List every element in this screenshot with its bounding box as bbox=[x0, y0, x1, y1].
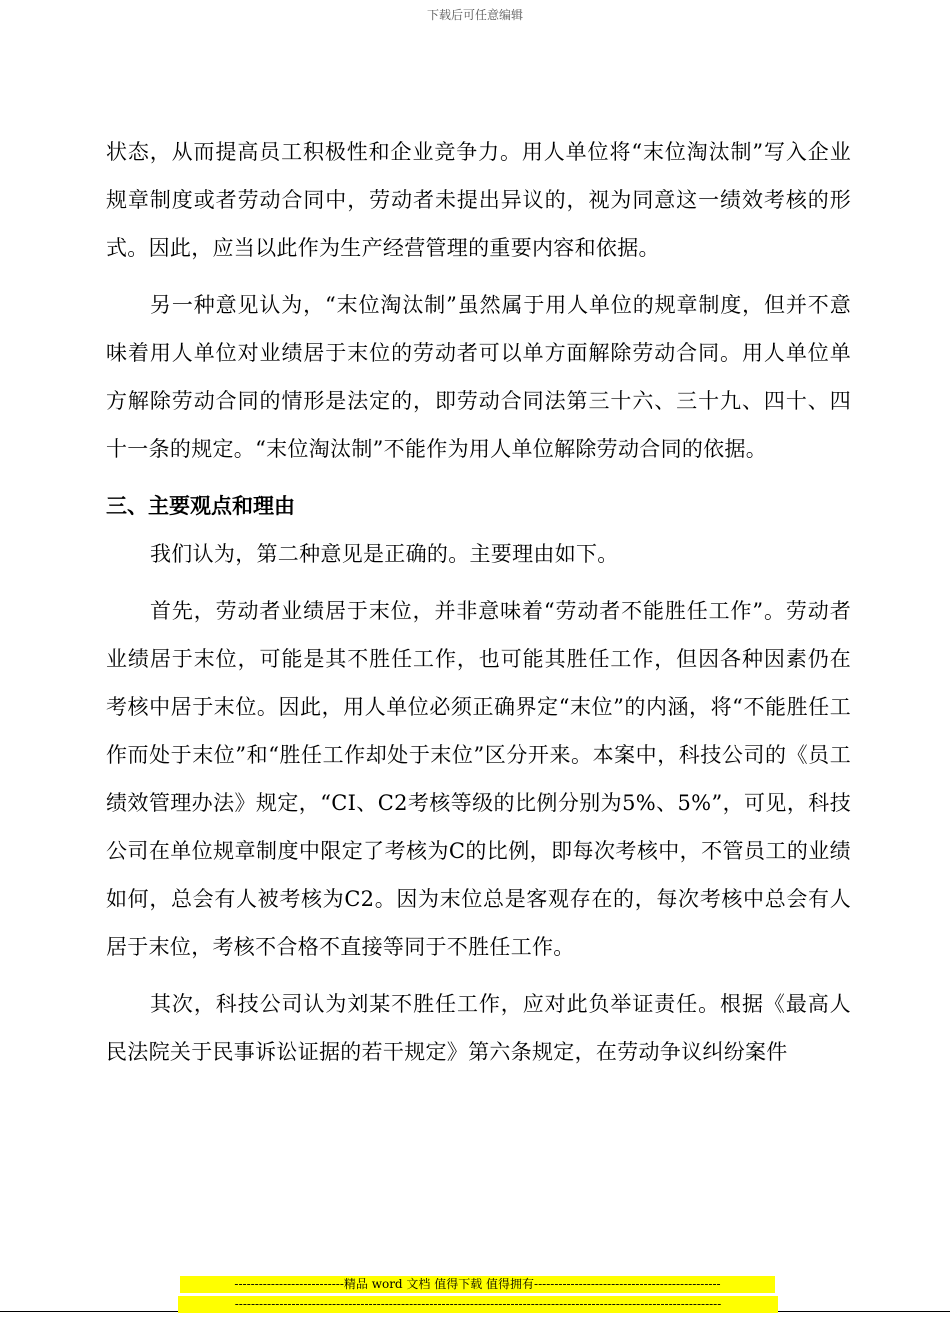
paragraph-2: 另一种意见认为，“末位淘汰制”虽然属于用人单位的规章制度，但并不意味着用人单位对业绩居于末位的劳动者可以单方面解除劳动合同。用人单位单方解除劳动合同的情形是法定的，即劳动合同法第三十六、三十九、四十、四十一条的规定。“末位淘汰制”不能作为用人单位解除劳动合同的依据。 bbox=[106, 293, 851, 461]
header-note: 下载后可任意编辑 bbox=[426, 8, 523, 22]
section-heading: 三、主要观点和理由 bbox=[106, 494, 295, 518]
document-body bbox=[106, 128, 851, 1076]
paragraph-3: 我们认为，第二种意见是正确的。主要理由如下。 bbox=[150, 542, 619, 566]
footer-banner-dashes: ------------------------------------------------------------------------------------------------------------------------ bbox=[178, 1296, 778, 1313]
paragraph-1: 状态，从而提高员工积极性和企业竞争力。用人单位将“末位淘汰制”写入企业规章制度或者劳动合同中，劳动者未提出异议的，视为同意这一绩效考核的形式。因此，应当以此作为生产经营管理的重要内容和依据。 bbox=[106, 140, 851, 260]
paragraph-5: 其次，科技公司认为刘某不胜任工作，应对此负举证责任。根据《最高人民法院关于民事诉讼证据的若干规定》第六条规定，在劳动争议纠纷案件 bbox=[106, 992, 851, 1064]
paragraph-4: 首先，劳动者业绩居于末位，并非意味着“劳动者不能胜任工作”。劳动者业绩居于末位，可能是其不胜任工作，也可能其胜任工作，但因各种因素仍在考核中居于末位。因此，用人单位必须正确界定“末位”的内涵，将“不能胜任工作而处于末位”和“胜任工作却处于末位”区分开来。本案中，科技公司的《员工绩效管理办法》规定，“CI、C2考核等级的比例分别为5%、5%”，可见，科技公司在单位规章制度中限定了考核为C的比例，即每次考核中，不管员工的业绩如何，总会有人被考核为C2。因为末位总是客观存在的，每次考核中总会有人居于末位，考核不合格不直接等同于不胜任工作。 bbox=[106, 599, 851, 959]
footer-banner: ---------------------------精品 word 文档 值得下载 值得拥有---------------------------------------------- bbox=[180, 1276, 775, 1293]
